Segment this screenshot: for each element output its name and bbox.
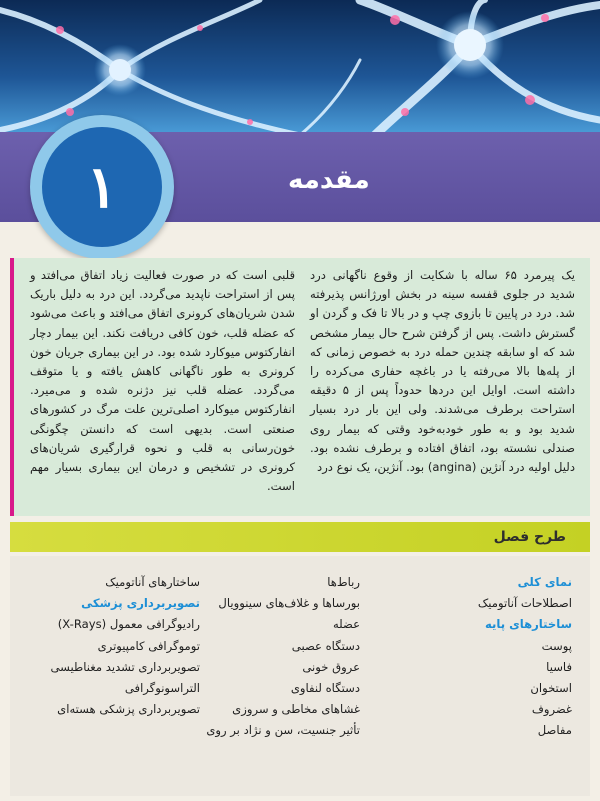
outline-item: تصویربرداری تشدید مغناطیسی [50, 659, 200, 674]
outline-item: پوست [541, 638, 572, 653]
outline-item: اصطلاحات آناتومیک [477, 596, 572, 611]
intro-column-left: قلبی است که در صورت فعالیت زیاد اتفاق می‌افتد و پس از استراحت ناپدید می‌گردد. این درد به دلیل باریک شدن شریان‌های کرونری اتفاق می‌افتد و باعث می‌شود که عضله قلب، خون کافی دریافت نکند. این بیمار دچار انفارکتوس میوکارد شده بود. در این بیماری جریان خون کرونری به طور ناگهانی کاهش یافته و یا متوقف می‌گردد. عضله قلب نیز دژنره شده و می‌میرد. انفارکتوس میوکارد اصلی‌ترین علت مرگ در کشورهای صنعتی است. بدیهی است که دانستن چگونگی خون‌رسانی به قلب و نحوه قرارگیری شریان‌های کرونری در تشخیص و درمان این بیماری بسیار مهم است. [30, 268, 295, 494]
outline-title: طرح فصل [493, 529, 566, 545]
outline-item: بورساها و غلاف‌های سینوویال [218, 596, 360, 611]
outline-item: نمای کلی [517, 575, 572, 589]
outline-item: تصویربرداری پزشکی هسته‌ای [57, 702, 200, 717]
accent-rule [10, 258, 14, 516]
outline-column-a [478, 572, 572, 742]
intro-column-right: یک پیرمرد ۶۵ ساله با شکایت از وقوع ناگهانی درد شدید در جلوی قفسه سینه در بخش اورژانس پذیرفته شد. درد در پایین تا بازوی چپ و در بالا تا فک و گردن او گسترش داشت. پس از گرفتن شرح حال بیمار مشخص شد که او سابقه چندین حمله درد به خصوص زمانی که از پله‌ها بالا می‌رفته یا در باغچه حفاری می‌کرده را داشته است. اوایل این دردها حدوداً پس از ۵ دقیقه استراحت برطرف می‌شدند. ولی این بار درد بسیار شدید بود و به طور خودبه‌خود وقتی که بیمار روی صندلی نشسته بود، اتفاق افتاده و برطرف نشده بود. دلیل اولیه درد آنژین (angina) بود. آنژین، یک نوع درد [310, 268, 575, 475]
outline-item: غشاهای مخاطی و سروزی [232, 702, 360, 717]
outline-item: تأثیر جنسیت، سن و نژاد بر روی [206, 723, 360, 738]
outline-item: ساختارهای آناتومیک [105, 575, 200, 589]
outline-item: مفاصل [537, 723, 572, 738]
outline-item: ساختارهای پایه [484, 617, 572, 632]
outline-item: عضله [332, 617, 360, 632]
outline-item: التراسونوگرافی [124, 681, 200, 696]
chapter-number-badge: ۱ [42, 127, 162, 247]
outline-item: رادیوگرافی معمول (X-Rays) [57, 617, 200, 632]
outline-item: دستگاه لنفاوی [290, 681, 360, 696]
outline-item: استخوان [530, 681, 572, 696]
outline-column-b [206, 572, 360, 742]
outline-item: توموگرافی کامپیوتری [97, 638, 200, 653]
outline-item: رباط‌ها [327, 575, 360, 589]
outline-column-c [51, 572, 200, 720]
outline-item: تصویربرداری پزشکی [81, 596, 200, 611]
outline-item: غضروف [531, 702, 572, 717]
chapter-title: مقدمه [288, 165, 370, 195]
outline-item: عروق خونی [302, 659, 360, 674]
outline-item: دستگاه عصبی [291, 638, 360, 653]
outline-item: فاسیا [546, 659, 572, 674]
